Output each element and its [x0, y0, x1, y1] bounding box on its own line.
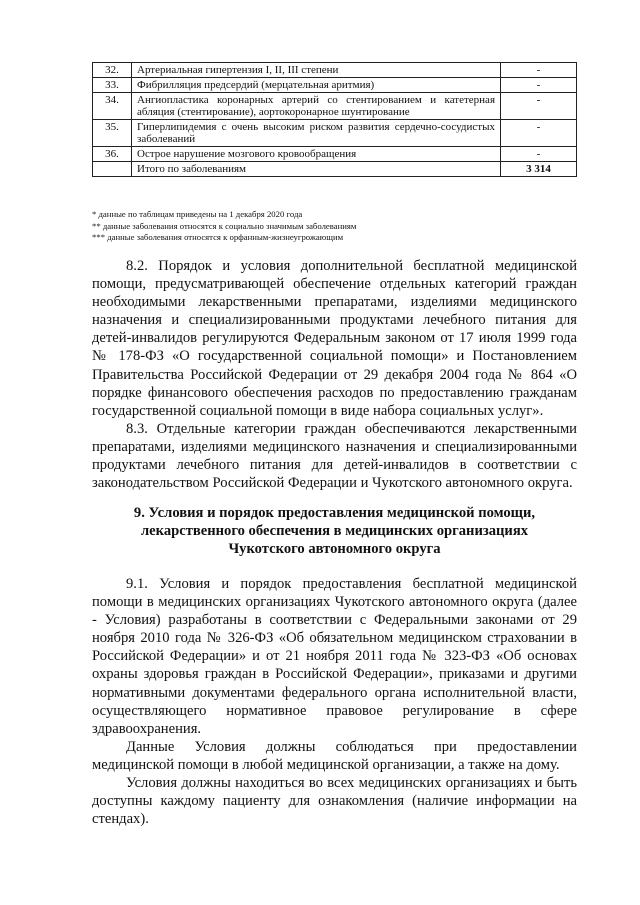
- section-8-text: [92, 257, 577, 492]
- table-row: [93, 93, 577, 120]
- paragraph-9-1: 9.1. Условия и порядок предоставления бесплатной медицинской помощи в медицинских организациях Чукотского автономного округа (далее - Условия) разработаны в соответствии с Федеральными законами от 29 ноября 2010 года № 326-ФЗ «Об обязательном медицинском страховании в Российской Федерации» и от 21 ноября 2011 года № 323-ФЗ «Об основах охраны здоровья граждан в Российской Федерации», приказами и другими нормативными документами федерального органа исполнительной власти, осуществляющего нормативное правовое регулирование в сфере здравоохранения.: [92, 576, 577, 737]
- row-value: -: [501, 93, 577, 120]
- table-row: [93, 120, 577, 147]
- table-row: [93, 63, 577, 78]
- total-label: Итого по заболеваниям: [132, 162, 501, 177]
- footnote: *** данные заболевания относятся к орфанным-жизнеугрожающим: [92, 232, 344, 242]
- paragraph-8-2: 8.2. Порядок и условия дополнительной бесплатной медицинской помощи, предусматривающей обеспечение отдельных категорий граждан необходимыми лекарственными препаратами, изделиями медицинского назначения и специализированными продуктами лечебного питания для детей-инвалидов регулируются Федеральным законом от 17 июля 1999 года № 178-ФЗ «О государственной социальной помощи» и Постановлением Правительства Российской Федерации от 29 декабря 2004 года № 864 «О порядке финансового обеспечения расходов по предоставлению гражданам государственной социальной помощи в виде набора социальных услуг».: [92, 258, 577, 419]
- diseases-table: [92, 62, 577, 177]
- row-number: 33.: [93, 78, 132, 93]
- heading-line: Чукотского автономного округа: [228, 541, 441, 558]
- paragraph-conditions-available: Условия должны находиться во всех медицинских организациях и быть доступны каждому пациенту для ознакомления (наличие информации на стендах).: [92, 775, 577, 828]
- section-9-heading: [92, 504, 577, 558]
- table-footnotes: [92, 209, 577, 244]
- row-number: 32.: [93, 63, 132, 78]
- row-number: 34.: [93, 93, 132, 120]
- total-value: 3 314: [501, 162, 577, 177]
- row-number: 36.: [93, 147, 132, 162]
- paragraph-conditions-observed: Данные Условия должны соблюдаться при предоставлении медицинской помощи в любой медицинской организации, а также на дому.: [92, 738, 577, 773]
- row-disease-name: Фибрилляция предсердий (мерцательная аритмия): [132, 78, 501, 93]
- total-number: [93, 162, 132, 177]
- row-number: 35.: [93, 120, 132, 147]
- table-total-row: [93, 162, 577, 177]
- row-value: -: [501, 78, 577, 93]
- table-row: [93, 147, 577, 162]
- row-value: -: [501, 120, 577, 147]
- paragraph-8-3: 8.3. Отдельные категории граждан обеспечиваются лекарственными препаратами, изделиями медицинского назначения и специализированными продуктами лечебного питания для детей-инвалидов в соответствии с законодательством Российской Федерации и Чукотского автономного округа.: [92, 420, 577, 492]
- heading-line: 9. Условия и порядок предоставления медицинской помощи,: [133, 505, 536, 521]
- row-disease-name: Ангиопластика коронарных артерий со стентированием и катетерная абляция (стентирование), аортокоронарное шунтирование: [132, 93, 501, 120]
- table-row: [93, 78, 577, 93]
- row-disease-name: Артериальная гипертензия I, II, III степени: [132, 63, 501, 78]
- row-disease-name: Гиперлипидемия с очень высоким риском развития сердечно-сосудистых заболеваний: [132, 120, 501, 147]
- footnote: * данные по таблицам приведены на 1 декабря 2020 года: [92, 209, 303, 219]
- row-value: -: [501, 63, 577, 78]
- footnote: ** данные заболевания относятся к социально значимым заболеваниям: [92, 220, 357, 231]
- row-disease-name: Острое нарушение мозгового кровообращения: [132, 147, 501, 162]
- heading-line: лекарственного обеспечения в медицинских организациях: [140, 523, 529, 540]
- row-value: -: [501, 147, 577, 162]
- section-9-text: [92, 575, 577, 828]
